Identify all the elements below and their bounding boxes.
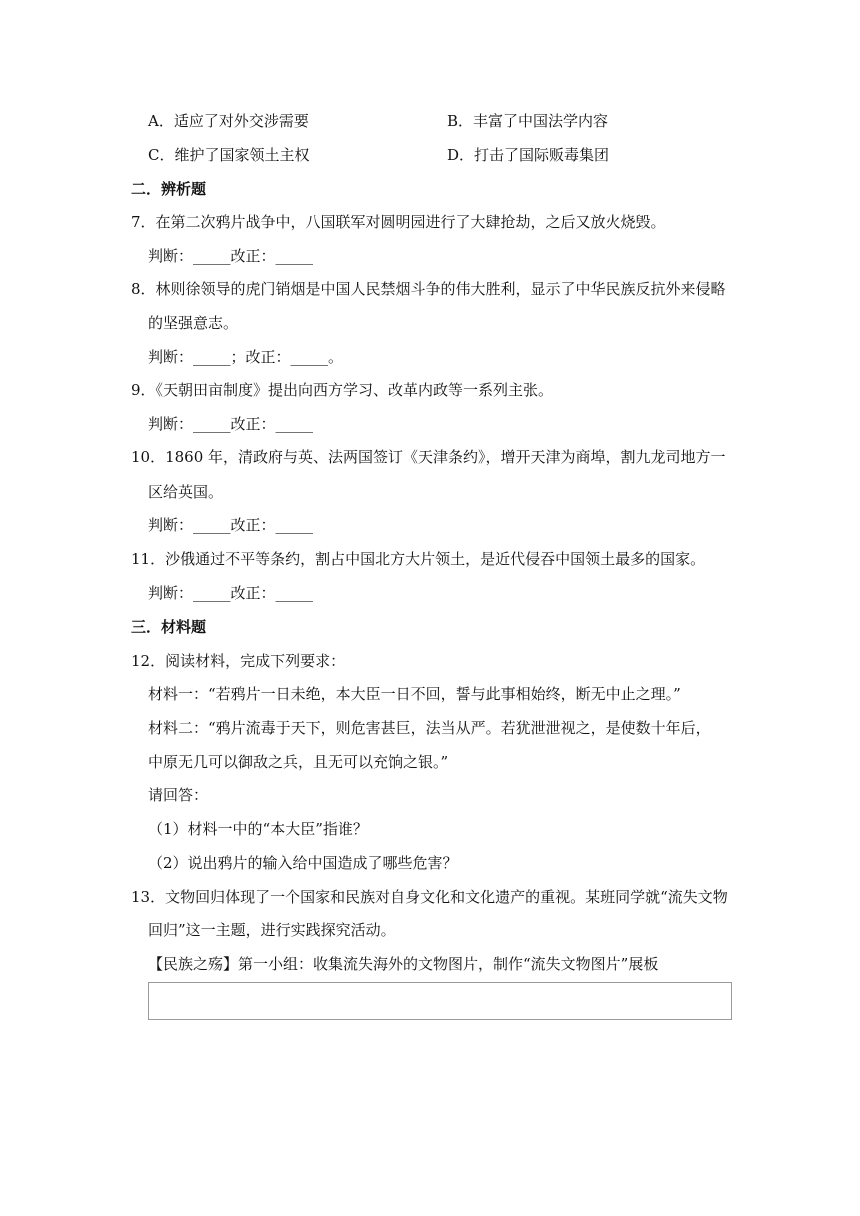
option-a: A．适应了对外交涉需要 [148, 112, 309, 130]
question-10-line-1: 10．1860 年，清政府与英、法两国签订《天津条约》，增开天津为商埠，割九龙司地方一 [131, 448, 726, 466]
question-13-task: 【民族之殇】第一小组：收集流失海外的文物图片，制作“流失文物图片”展板 [148, 955, 659, 973]
question-9-judge: 判断：_____改正：_____ [148, 415, 314, 433]
question-12-material-2-line-2: 中原无几可以御敌之兵，且无可以充饷之银。” [148, 753, 449, 771]
question-13-line-1: 13．文物回归体现了一个国家和民族对自身文化和文化遗产的重视。某班同学就“流失文物 [131, 888, 728, 906]
question-11-judge: 判断：_____改正：_____ [148, 584, 314, 602]
question-10-line-2: 区给英国。 [148, 483, 224, 501]
section-title-3: 三．材料题 [131, 618, 207, 636]
answer-box [148, 982, 732, 1020]
question-13-line-2: 回归”这一主题，进行实践探究活动。 [148, 921, 396, 939]
question-12-sub-1: （1）材料一中的“本大臣”指谁？ [148, 820, 368, 838]
question-12-stem: 12．阅读材料，完成下列要求： [131, 652, 346, 670]
section-title-2: 二．辨析题 [131, 180, 207, 198]
question-7-judge: 判断：_____改正：_____ [148, 247, 314, 265]
question-12-prompt: 请回答： [148, 786, 209, 804]
option-c: C．维护了国家领土主权 [148, 146, 310, 164]
question-10-judge: 判断：_____改正：_____ [148, 516, 314, 534]
question-8-judge: 判断：_____；改正：_____。 [148, 348, 344, 366]
question-8-line-1: 8．林则徐领导的虎门销烟是中国人民禁烟斗争的伟大胜利，显示了中华民族反抗外来侵略 [131, 280, 726, 298]
question-9: 9．《天朝田亩制度》提出向西方学习、改革内政等一系列主张。 [131, 381, 554, 399]
question-12-sub-2: （2）说出鸦片的输入给中国造成了哪些危害？ [148, 854, 458, 872]
option-b: B．丰富了中国法学内容 [447, 112, 609, 130]
question-11: 11．沙俄通过不平等条约，割占中国北方大片领土，是近代侵吞中国领土最多的国家。 [131, 550, 706, 568]
option-d: D．打击了国际贩毒集团 [447, 146, 610, 164]
question-12-material-2-line-1: 材料二：“鸦片流毒于天下，则危害甚巨，法当从严。若犹泄泄视之，是使数十年后， [148, 719, 711, 737]
question-7: 7．在第二次鸦片战争中，八国联军对圆明园进行了大肆抢劫，之后又放火烧毁。 [131, 213, 666, 231]
question-8-line-2: 的坚强意志。 [148, 314, 239, 332]
question-12-material-1: 材料一：“若鸦片一日未绝，本大臣一日不回，誓与此事相始终，断无中止之理。” [148, 685, 681, 703]
